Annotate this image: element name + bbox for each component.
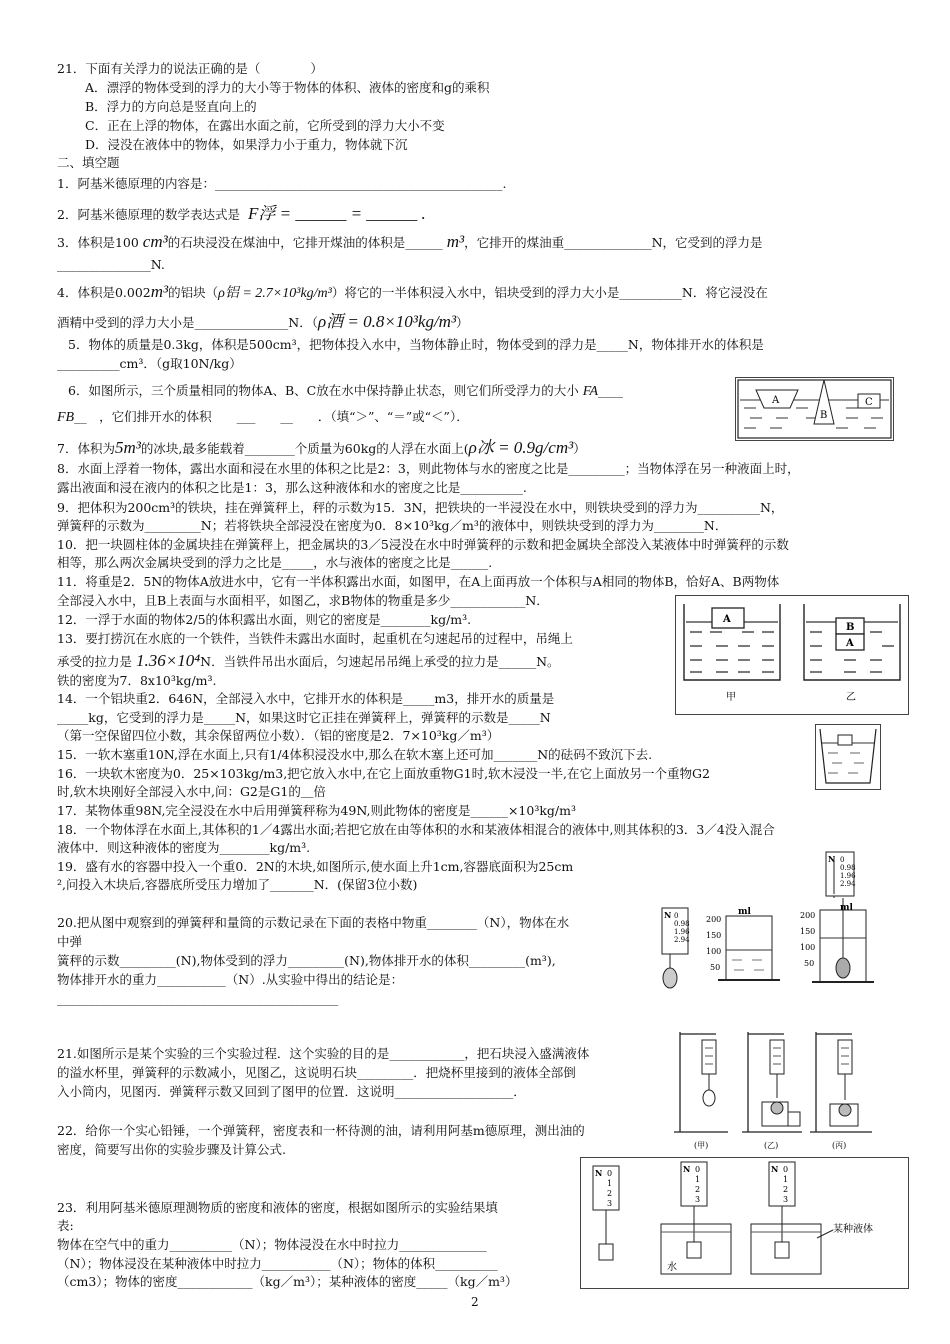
svg-text:0.98: 0.98 <box>674 920 690 928</box>
s1-n: N <box>595 1168 603 1178</box>
q5-line2: __________cm³．（g取10N/kg） <box>57 356 242 371</box>
fig-label-c: C <box>865 397 873 408</box>
svg-text:200: 200 <box>706 915 722 924</box>
q14-line2: _____kg，它受到的浮力是_____N，如果这时它正挂在弹簧秤上，弹簧秤的示数是_____N <box>57 710 551 725</box>
q19-line2: ²,问投入木块后,容器底所受压力增加了_______N．(保留3位小数) <box>57 877 418 892</box>
q20-line1: 20.把从图中观察到的弹簧秤和量筒的示数记录在下面的表格中物重________（N），物体在水 <box>57 915 570 930</box>
fig-label-a: A <box>772 395 780 406</box>
q23-line5: （cm3）；物体的密度____________（kg／m³）；某种液体的密度_____（kg／m³） <box>57 1274 518 1289</box>
q22-line1: 22．给你一个实心铅锤，一个弹簧秤，密度表和一杯待测的油，请利用阿基m德原理，测出油的 <box>57 1123 585 1138</box>
q20-line5: _____________________________________________ <box>57 991 339 1006</box>
q20-line4: 物体排开水的重力___________（N）.从实验中得出的结论是： <box>57 972 404 987</box>
q4-rho-alc: ρ酒 = 0.8×10³kg/m³ <box>317 312 457 331</box>
svg-text:0: 0 <box>674 912 679 920</box>
svg-text:0: 0 <box>695 1165 701 1174</box>
q10-line1: 10．把一块圆柱体的金属块挂在弹簧秤上，把金属块的3／5浸没在水中时弹簧秤的示数和把金属块全部没入某液体中时弹簧秤的示数 <box>57 537 789 552</box>
q5-line1: 5．物体的质量是0.3kg，体积是500cm³，把物体投入水中，当物体静止时，物体受到的浮力是_____N，物体排开水的体积是 <box>68 337 764 352</box>
q14-line3: （第一空保留四位小数，其余保留两位小数）．（铝的密度是2．7×10³kg／m³） <box>57 728 500 743</box>
fig-label-jia: 甲 <box>726 692 736 703</box>
q11-figure <box>675 595 909 715</box>
q3-line2: _______________N. <box>57 257 165 272</box>
q17-text: 17．某物体重98N,完全浸没在水中后用弹簧秤称为49N,则此物体的密度是______×10³kg/m³ <box>57 803 576 818</box>
q6-line2: FB__ ，它们排开水的体积 ___ __ ．（填“＞”、“＝”或“＜”）． <box>57 409 469 425</box>
q23-line1: 23．利用阿基米德原理测物质的密度和液体的密度，根据如图所示的实验结果填 <box>57 1200 498 1215</box>
svg-text:3: 3 <box>783 1195 789 1204</box>
scale-n: N <box>828 854 836 864</box>
q20-figure <box>654 898 880 994</box>
q4-rho-al: ρ铝 = 2.7×10³kg/m³ <box>218 286 332 301</box>
svg-text:0: 0 <box>783 1165 789 1174</box>
q18-line2: 液体中．则这种液体的密度为________kg/m³. <box>57 840 311 855</box>
svg-text:100: 100 <box>706 947 722 956</box>
q21a-stem: 21．下面有关浮力的说法正确的是（ ） <box>57 61 323 76</box>
q23-line2: 表: <box>57 1218 74 1233</box>
q9-line2: 弹簧秤的示数为_________N；若将铁块全部浸没在密度为0．8×10³kg／m³的液体中，则铁块受到的浮力为________N． <box>57 518 728 533</box>
scale-0: 0 <box>840 856 845 864</box>
q20-line2: 中弹 <box>57 934 83 949</box>
q18-line1: 18．一个物体浮在水面上,其体积的1／4露出水面;若把它放在由等体积的水和某液体相混合的液体中,则其体积的3．3／4没入混合 <box>57 822 775 837</box>
label-bing: (丙) <box>832 1141 847 1150</box>
q13-line3: 铁的密度为7．8x10³kg/m³. <box>57 673 217 688</box>
scale-294: 2.94 <box>840 880 856 888</box>
q14-line1: 14．一个铝块重2．646N，全部浸入水中，它排开水的体积是_____m3，排开水的质量是 <box>57 691 555 706</box>
q20-line3: 簧秤的示数_________(N),物体受到的浮力_________(N),物体排开水的体积_________(m³), <box>57 953 556 968</box>
label-water: 水 <box>667 1262 677 1273</box>
svg-text:1: 1 <box>695 1175 701 1184</box>
q1-text: 1．阿基米德原理的内容是：______________________________________________. <box>57 176 507 191</box>
svg-text:3: 3 <box>695 1195 701 1204</box>
q22-line2: 密度，简要写出你的实验步骤及计算公式. <box>57 1142 286 1157</box>
svg-text:2.94: 2.94 <box>674 936 690 944</box>
f20-scale-n: N <box>664 910 672 920</box>
s3-n: N <box>771 1164 779 1174</box>
svg-text:200: 200 <box>800 911 816 920</box>
q11-line1: 11．将重是2．5N的物体A放进水中，它有一半体积露出水面，如图甲，在A上面再放一个体积与A相同的物体B，恰好A、B两物体 <box>57 574 780 589</box>
q4-line2: 酒精中受到的浮力大小是_______________N．（ρ酒 = 0.8×10³kg/m³） <box>57 312 469 331</box>
q10-line2: 相等，那么两次金属块受到的浮力之比是_____，水与液体的密度之比是______. <box>57 555 493 570</box>
svg-text:3: 3 <box>607 1199 613 1208</box>
q11-line2: 全部浸入水中，且B上表面与水面相平，如图乙，求B物体的物重是多少____________N． <box>57 593 549 608</box>
q21b-line2: 的溢水杯里，弹簧秤的示数减小，见图乙，这说明石块_________．把烧杯里接到的液体全部倒 <box>57 1065 576 1080</box>
q7-rho: ρ冰 = 0.9g/cm³ <box>468 438 574 457</box>
fig-label-a2: A <box>846 638 854 649</box>
fig-label-yi: 乙 <box>846 692 856 703</box>
q23-figure <box>580 1157 909 1289</box>
q21b-line3: 入小筒内，见图丙．弹簧秤示数又回到了图甲的位置．这说明___________________． <box>57 1084 526 1099</box>
scale-098: 0.98 <box>840 864 856 872</box>
q13-line1: 13．要打捞沉在水底的一个铁件，当铁件未露出水面时，起重机在匀速起吊的过程中，吊绳上 <box>57 631 573 646</box>
svg-text:2: 2 <box>695 1185 701 1194</box>
q7-line: 7．体积为5m³的冰块,最多能载着________个质量为60kg的人浮在水面上(ρ冰 = 0.9g/cm³） <box>57 438 586 457</box>
q3-line1: 3．体积是100 cm³的石块浸没在煤油中，它排开煤油的体积是______ m³，它排开的煤油重______________N，它受到的浮力是 <box>57 232 763 251</box>
svg-text:50: 50 <box>804 959 815 968</box>
q21b-line1: 21.如图所示是某个实验的三个实验过程．这个实验的目的是____________，把石块浸入盛满液体 <box>57 1046 590 1061</box>
q13-force: 1.36×10⁴ <box>136 651 201 670</box>
cyl2-ml: ml <box>840 903 853 913</box>
scale-196: 1.96 <box>840 872 856 880</box>
svg-text:1.96: 1.96 <box>674 928 690 936</box>
cyl1-ml: ml <box>738 907 751 917</box>
svg-text:50: 50 <box>710 963 721 972</box>
q19-line1: 19．盛有水的容器中投入一个重0．2N的木块,如图所示,使水面上升1cm,容器底面积为25cm <box>57 859 574 874</box>
svg-text:2: 2 <box>607 1189 613 1198</box>
q8-line1: 8．水面上浮着一物体，露出水面和浸在水里的体积之比是2：3，则此物体与水的密度之比是_________；当物体浮在另一种液面上时， <box>57 461 800 476</box>
q9-line1: 9．把体积为200cm³的铁块，挂在弹簧秤上，秤的示数为15．3N，把铁块的一半浸没在水中，则铁块受到的浮力为__________N， <box>57 500 784 515</box>
fig-label-a: A <box>723 614 731 625</box>
page-number: 2 <box>471 1295 479 1309</box>
q8-line2: 露出液面和浸在液内的体积之比是1：3，那么这种液体和水的密度之比是__________. <box>57 480 527 495</box>
svg-text:0: 0 <box>607 1169 613 1178</box>
fig-label-b: B <box>820 410 828 421</box>
fig-label-b: B <box>846 622 855 633</box>
q6-figure <box>735 377 894 441</box>
q13-line2: 承受的拉力是 1.36×10⁴N．当铁件吊出水面后，匀速起吊吊绳上承受的拉力是______N。 <box>57 651 560 670</box>
svg-text:150: 150 <box>706 931 722 940</box>
label-liquid: 某种液体 <box>833 1224 873 1235</box>
q4-line1: 4．体积是0.002m³的铝块（ρ铝 = 2.7×10³kg/m³）将它的一半体积浸入水中，铝块受到的浮力大小是__________N．将它浸没在 <box>57 282 768 301</box>
s2-n: N <box>683 1164 691 1174</box>
q23-line3: 物体在空气中的重力__________（N）；物体浸没在水中时拉力______________ <box>57 1237 487 1252</box>
q2-text: 2．阿基米德原理的数学表达式是 F浮 = ______ = ______ . <box>57 204 426 223</box>
q2-formula: F浮 = ______ = ______ . <box>247 204 426 223</box>
svg-text:150: 150 <box>800 927 816 936</box>
q21b-figure <box>672 1028 882 1154</box>
svg-text:100: 100 <box>800 943 816 952</box>
q21a-option-b: B．浮力的方向总是竖直向上的 <box>85 99 257 114</box>
q15-figure <box>815 724 881 790</box>
label-jia: (甲) <box>694 1141 709 1150</box>
q15-text: 15．一软木塞重10N,浮在水面上,只有1/4体积浸没水中,那么在软木塞上还可加_______N的砝码不致沉下去. <box>57 747 653 762</box>
q21a-option-d: D．浸没在液体中的物体，如果浮力小于重力，物体就下沉 <box>85 137 408 152</box>
q16-line1: 16．一块软木密度为0．25×103kg/m3,把它放入水中,在它上面放重物G1时,软木浸没一半,在它上面放另一个重物G2 <box>57 766 710 781</box>
q6-line1: 6．如图所示，三个质量相同的物体A、B、C放在水中保持静止状态，则它们所受浮力的大小 FA____ <box>68 383 624 399</box>
section-heading: 二、填空题 <box>57 155 120 170</box>
label-yi: (乙) <box>764 1141 779 1150</box>
q23-line4: （N）；物体浸没在某种液体中时拉力___________（N）；物体的体积__________ <box>57 1256 498 1271</box>
q21a-option-c: C．正在上浮的物体，在露出水面之前，它所受到的浮力大小不变 <box>85 118 445 133</box>
q12-text: 12．一浮于水面的物体2/5的体积露出水面，则它的密度是________kg/m³. <box>57 612 472 627</box>
svg-text:1: 1 <box>607 1179 613 1188</box>
q16-line2: 时,软木块刚好全部浸入水中,问：G2是G1的＿倍 <box>57 784 326 799</box>
q21a-option-a: A．漂浮的物体受到的浮力的大小等于物体的体积、液体的密度和g的乘积 <box>85 80 490 95</box>
svg-text:2: 2 <box>783 1185 789 1194</box>
svg-text:1: 1 <box>783 1175 789 1184</box>
